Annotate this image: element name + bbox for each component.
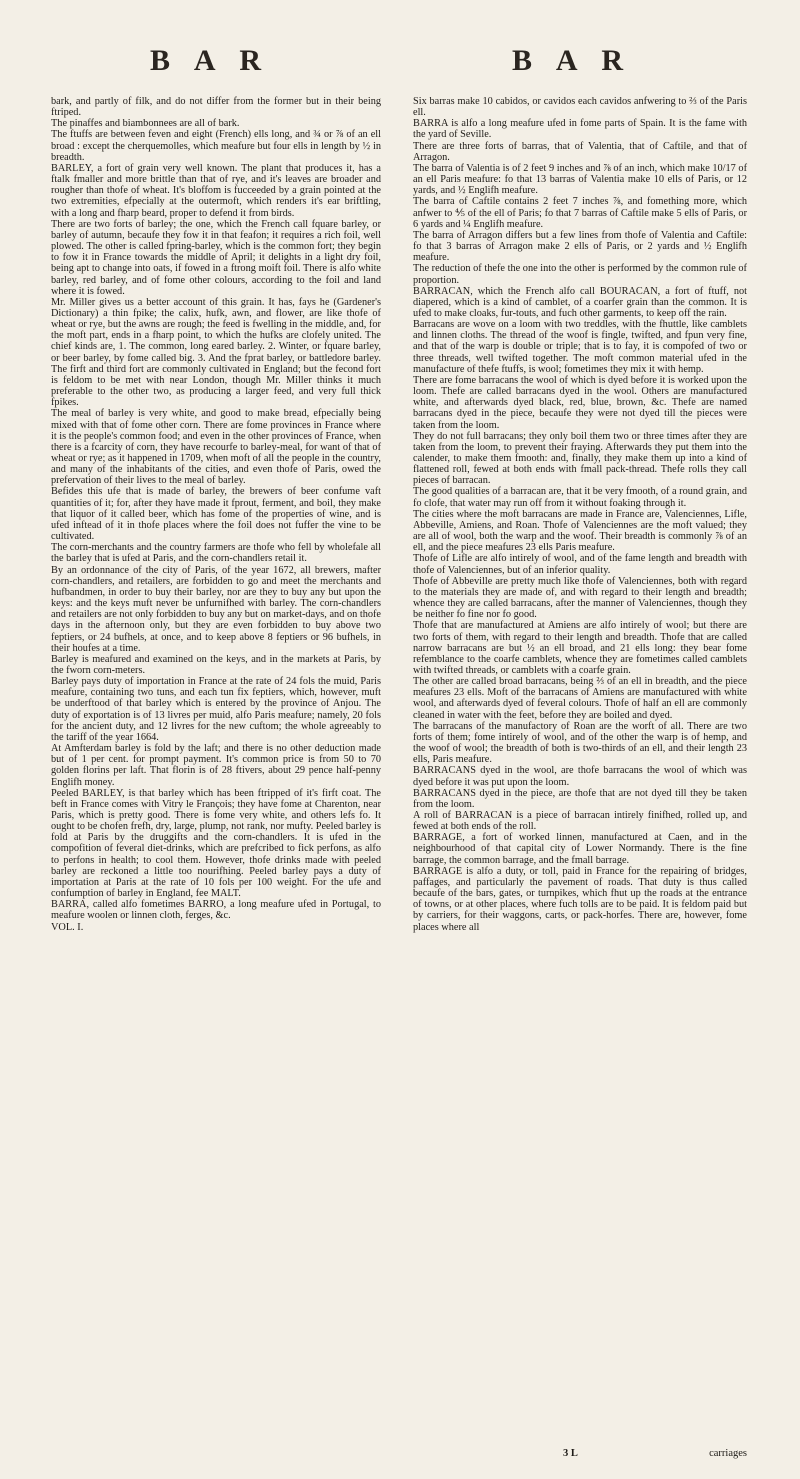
paragraph: BARRA is alfo a long meafure ufed in fome parts of Spain. It is the fame with the yard of Seville. — [413, 118, 747, 141]
paragraph: BARRACANS dyed in the piece, are thofe that are not dyed till they be taken from the loom. — [413, 787, 747, 810]
paragraph: BARRA, called alfo fometimes BARRO, a long meafure ufed in Portugal, to meafure woolen or linnen cloth, ferges, &c. — [51, 899, 381, 922]
paragraph: BARRAGE is alfo a duty, or toll, paid in France for the repairing of bridges, paffages, and particularly the pavement of roads. That duty is thus called becaufe of the bars, gates, or turnpikes, which fhut up the roads at the entrance of towns, or at other places, where fuch tolls are to be paid. It is feldom paid but by carriers, for their waggons, carts, or pack-horfes. There are, however, fome places where all — [413, 865, 747, 933]
paragraph: Six barras make 10 cabidos, or cavidos each cavidos anfwering to ⅔ of the Paris ell. — [413, 96, 747, 119]
paragraph: BARRACANS dyed in the wool, are thofe barracans the wool of which was dyed before it was put upon the loom. — [413, 765, 747, 788]
signature-mark: 3 L — [563, 1448, 578, 1459]
paragraph: A roll of BARRACAN is a piece of barracan intirely finifhed, rolled up, and fewed at both ends of the roll. — [413, 810, 747, 833]
paragraph: The good qualities of a barracan are, that it be very fmooth, of a round grain, and fo clofe, that water may run off from it without foaking through it. — [413, 486, 747, 509]
paragraph: Barracans are wove on a loom with two treddles, with the fhuttle, like camblets and linnen cloths. The thread of the woof is fingle, twifted, and fpun very fine, and that of the warp is double or triple; that is to fay, it is compofed of two or three threads, well twifted together. The moft common material ufed in the manufacture of thefe ftuffs, is wool; fometimes they mix it with hemp. — [413, 319, 747, 375]
header-left: B A R — [150, 44, 271, 77]
paragraph: The ftuffs are between feven and eight (French) ells long, and ¾ or ⅞ of an ell broad : except the cherquemolles, which meafure but four ells in length by ½ in breadth. — [51, 129, 381, 163]
paragraph: Mr. Miller gives us a better account of this grain. It has, fays he (Gardener's Dictionary) a thin fpike; the calix, hufk, awn, and flower, are like thofe of wheat or rye, but the awns are rough; the feed is fwelling in the middle, and, for the moft part, ends in a fharp point, to which the hufks are clofely united. The chief kinds are, 1. The common, long eared barley. 2. Winter, or fquare barley, or beer barley, by fome called big. 3. And the fprat barley, or battledore barley. The firft and third fort are commonly cultivated in England; but the fecond fort is feldom to be met with near London, though Mr. Miller thinks it much preferable to the other two, as producing a larger feed, and very full thick fpikes. — [51, 296, 381, 409]
paragraph: There are three forts of barras, that of Valentia, that of Caftile, and that of Arragon. — [413, 140, 747, 163]
paragraph: The barra of Arragon differs but a few lines from thofe of Valentia and Caftile: fo that 3 barras of Arragon make 2 ells of Paris, or 2 yards and ½ Englifh meafure. — [413, 229, 747, 264]
paragraph: VOL. I. — [51, 921, 84, 933]
right-column — [413, 96, 747, 933]
left-column — [51, 96, 381, 933]
paragraph: Barley is meafured and examined on the keys, and in the markets at Paris, by the fworn corn-meters. — [51, 653, 381, 676]
paragraph: Thofe of Lifle are alfo intirely of wool, and of the fame length and breadth with thofe of Valenciennes, but of an inferior quality. — [413, 553, 747, 576]
paragraph: The barra of Caftile contains 2 feet 7 inches ⅞, and fomething more, which anfwer to ⅘ of the ell of Paris; fo that 7 barras of Caftile make 5 ells of Paris, or 6 yards and ¼ Englifh meafure. — [413, 196, 747, 230]
paragraph: They do not full barracans; they only boil them two or three times after they are taken from the loom, to prevent their fraying. Afterwards they put them into the calender, to make them fmooth: and, finally, they make them up into a kind of flattened roll, fewed at both ends with fmall pack-thread. Thefe rolls they call pieces of barracan. — [413, 430, 747, 487]
paragraph: The barracans of the manufactory of Roan are the worft of all. There are two forts of them; fome intirely of wool, and of the other the warp is of hemp, and the woof of wool; the breadth of both is two-thirds of an ell, and their length 23 ells, Paris meafure. — [413, 720, 747, 766]
paragraph: Thofe that are manufactured at Amiens are alfo intirely of wool; but there are two forts of them, with regard to their length and breadth. Thofe that are called narrow barracans are but ½ an ell broad, and 21 ells long: they bear fome refemblance to the coarfe camblets, whence they are fometimes called camblets with twifted threads, or camblets with a coarfe grain. — [413, 620, 747, 676]
paragraph: BARRACAN, which the French alfo call BOURACAN, a fort of ftuff, not diapered, which is a kind of camblet, of a coarfer grain than the common. It is ufed to make cloaks, fur-touts, and fuch other garments, to keep off the rain. — [413, 285, 747, 319]
catchword: carriages — [709, 1448, 747, 1459]
page-footer — [413, 1448, 747, 1462]
paragraph: By an ordonnance of the city of Paris, of the year 1672, all brewers, mafter corn-chandlers, and retailers, are forbidden to go and meet the merchants and hufbandmen, in order to buy their barley, nor are they to buy any but upon the keys: and the keys muft never be unfurnifhed with barley. The corn-chandlers and retailers are not only forbidden to buy any but on market-days, and on thofe days in the afternoon only, but they are even forbidden to buy above two feptiers, or 24 bufhels, at once, and to keep above 8 feptiers or 96 bufhels, in their houfes at a time. — [51, 564, 381, 654]
paragraph: The corn-merchants and the country farmers are thofe who fell by wholefale all the barley that is ufed at Paris, and the corn-chandlers retail it. — [51, 542, 381, 565]
paragraph: Barley pays duty of importation in France at the rate of 24 fols the muid, Paris meafure, containing two tuns, and each tun fix feptiers, which, however, muft be underftood of that barley which is entered by the province of Anjou. The duty of exportation is of 13 livres per muid, alfo Paris meafure; namely, 20 fols for the ancient duty, and 12 livres for the new cuftom; the whole agreeably to the tariff of the year 1664. — [51, 676, 381, 743]
paragraph: At Amfterdam barley is fold by the laft; and there is no other deduction made but of 1 per cent. for prompt payment. It's common price is from 50 to 70 golden florins per laft. That florin is of 28 ftivers, about 29 pence half-penny Englifh money. — [51, 743, 381, 788]
paragraph: The reduction of thefe the one into the other is performed by the common rule of proportion. — [413, 263, 747, 286]
paragraph: Befides this ufe that is made of barley, the brewers of beer confume vaft quantities of it; for, after they have made it fprout, ferment, and boil, they make that liquor of it called beer, which has fome of the properties of wine, and is ufed inftead of it in thofe places where the foil does not fuffer the vine to be cultivated. — [51, 486, 381, 543]
paragraph: Peeled BARLEY, is that barley which has been ftripped of it's firft coat. The beft in France comes with Vitry le François; they have fome at Charenton, near Paris, which is pretty good. There is fome very white, and others lefs fo. It ought to be chofen frefh, dry, large, plump, not rank, nor mufty. Peeled barley is fold at Paris by the druggifts and the corn-chandlers. It is ufed in the compofition of feveral diet-drinks, which are prefcribed to fick perfons, as alfo to perfons in health; to cool them. However, thofe drinks made with peeled barley are reckoned a little too nourifhing. Peeled barley pays a duty of importation at Paris at the rate of 10 fols per 100 weight. For the ufe and confumption of barley in England, fee MALT. — [51, 787, 381, 900]
paragraph: The pinaffes and biambonnees are all of bark. — [51, 118, 240, 130]
paragraph: The meal of barley is very white, and good to make bread, efpecially being mixed with that of fome other corn. There are fome provinces in France where it is the people's common food; and even in the other provinces of France, when there is a fcarcity of corn, they have recourfe to barley-meal, for want of that of wheat or rye; as it happened in 1709, when moft of all the people in the country, and many of the inhabitants of the cities, and even thofe of Paris, owed the prefervation of their lives to the meal of barley. — [51, 408, 381, 487]
running-header — [0, 44, 800, 86]
paragraph: The cities where the moft barracans are made in France are, Valenciennes, Lifle, Abbeville, Amiens, and Roan. Thofe of Valenciennes are the moft valued; they are all of wool, both the warp and the woof. Their breadth is commonly ⅞ of an ell, and the piece meafures 23 ells Paris meafure. — [413, 508, 747, 554]
paragraph: The barra of Valentia is of 2 feet 9 inches and ⅞ of an inch, which make 10/17 of an ell Paris meafure: fo that 13 barras of Valentia make 10 ells of Paris, or 12 yards, and ½ Englifh meafure. — [413, 162, 747, 197]
paragraph: bark, and partly of filk, and do not differ from the former but in their being ftriped. — [51, 96, 381, 119]
paragraph: There are two forts of barley; the one, which the French call fquare barley, or barley of autumn, becaufe they fow it in that feafon; it requires a rich foil, well plowed. The other is called fpring-barley, which is the common fort; they begin to fow it in France towards the middle of April; it delights in a light dry foil, being apt to change into oats, if fowed in a ftrong moift foil. There is alfo white barley, red barley, and of fome other colours, according to the foil and land where it is fowed. — [51, 218, 381, 297]
paragraph: There are fome barracans the wool of which is dyed before it is worked upon the loom. Thefe are called barracans dyed in the wool. Others are manufactured white, and afterwards dyed black, red, blue, brown, &c. Thefe are named barracans dyed in the piece, becaufe they were not dyed till the pieces were taken from the loom. — [413, 374, 747, 431]
header-right: B A R — [512, 44, 633, 77]
paragraph: BARRAGE, a fort of worked linnen, manufactured at Caen, and in the neighbourhood of that capital city of Lower Normandy. There is the fine barrage, the common barrage, and the fmall barrage. — [413, 832, 747, 866]
paragraph: BARLEY, a fort of grain very well known. The plant that produces it, has a ftalk fmaller and more brittle than that of rye, and it's leaves are broader and rougher than thofe of wheat. It's bloffom is fucceeded by a grain pointed at the two extremities, efpecially at the outermoft, which renders it's ear briftling, with a long and fharp beard, proper to defend it from birds. — [51, 162, 381, 219]
paragraph: Thofe of Abbeville are pretty much like thofe of Valenciennes, both with regard to the materials they are made of, and with regard to their length and breadth; whence they are called barracans, after the manner of Valenciennes, though they be neither fo fine nor fo good. — [413, 575, 747, 621]
paragraph: The other are called broad barracans, being ⅔ of an ell in breadth, and the piece meafures 23 ells. Moft of the barracans of Amiens are manufactured with white wool, and afterwards dyed of feveral colours. Thofe of half an ell are commonly cleaned in water with the feet, before they are boiled and dyed. — [413, 676, 747, 721]
